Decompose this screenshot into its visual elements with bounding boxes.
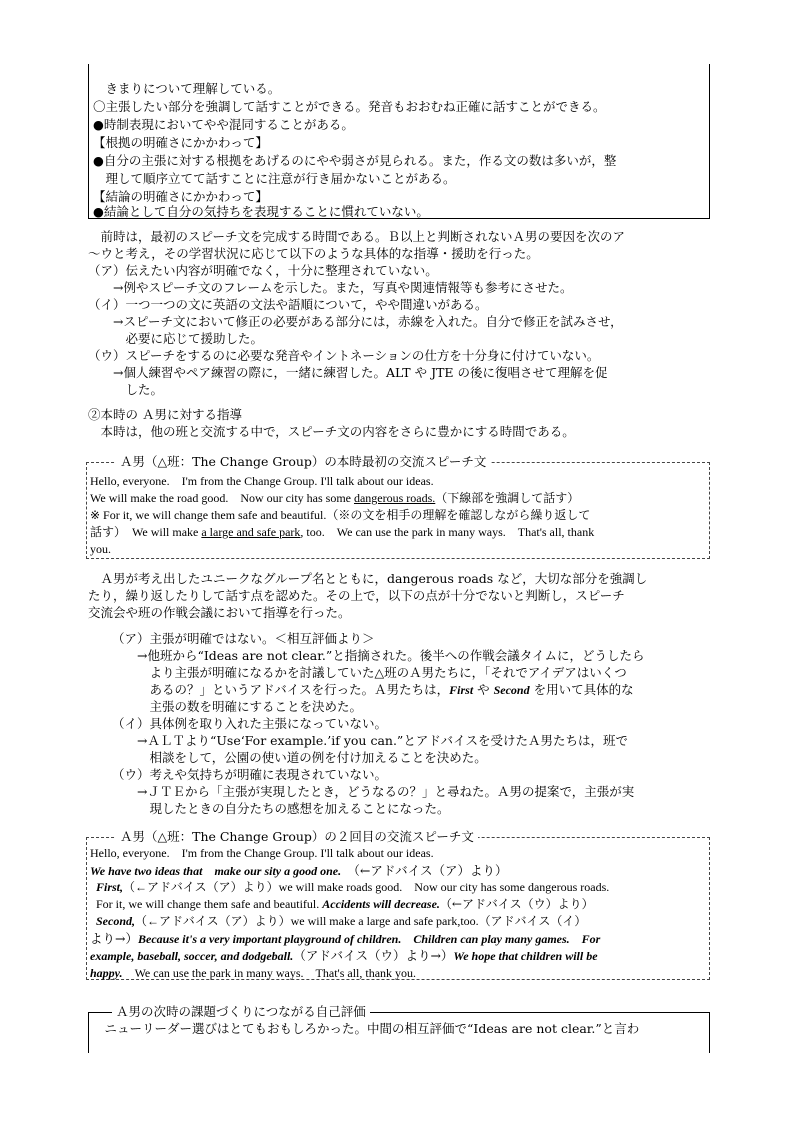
paragraph-line: 前時は，最初のスピーチ文を完成する時間である。Ｂ以上と判断されないＡ男の要因を次のア	[88, 229, 626, 244]
speech-text: 話す） We will make	[90, 525, 202, 539]
advice-note: （アドバイス（ウ）より→）	[293, 948, 454, 963]
paragraph-line: →他班から“Ideas are not clear.”と指摘された。後半への作戦会議タイムに，どうしたら	[112, 648, 645, 663]
speech-line	[90, 947, 598, 965]
point-heading-u: （ウ）考えや気持ちが明確に表現されていない。	[112, 767, 388, 782]
keyword: Second	[493, 683, 530, 697]
eval-line: 理して順序立てて話すことに注意が行き届かないことがある。	[93, 171, 456, 186]
added-sentence: Second,	[96, 914, 135, 928]
speech-box-legend: Ａ男（△班：The Change Group）の本時最初の交流スピーチ文	[116, 453, 490, 470]
paragraph-line: （ア）伝えたい内容が明確でなく，十分に整理されていない。	[88, 263, 438, 278]
paragraph-line: （ウ）スピーチをするのに必要な発音やイントネーションの仕方を十分身に付けていない。	[88, 348, 600, 363]
paragraph-line: 必要に応じて援助した。	[88, 331, 264, 346]
speech-text: （←アドバイス（ア）より）we will make roads good. Now our city has some dangerous roads.	[123, 880, 610, 894]
eval-line: きまりについて理解している。	[93, 81, 281, 96]
speech-line: ※ For it, we will change them safe and beautiful.（※の文を相手の理解を確認しながら繰り返して	[90, 508, 591, 522]
speech-line	[96, 913, 586, 930]
paragraph-line: 主張の数を明確にすることを決めた。	[112, 699, 363, 714]
self-evaluation-line: ニューリーダー選びはとてもおもしろかった。中間の相互評価で“Ideas are not clear.”と言わ	[92, 1021, 640, 1036]
eval-line: ●自分の主張に対する根拠をあげるのにやや弱さが見られる。また，作る文の数は多いが，整	[93, 153, 617, 168]
self-evaluation-legend: Ａ男の次時の課題づくりにつながる自己評価	[112, 1003, 370, 1020]
paragraph-line: →例やスピーチ文のフレームを示した。また，写真や関連情報等も参考にさせた。	[88, 280, 573, 295]
advice-note: （←アドバイス（ウ）より）	[439, 897, 594, 911]
eval-line: 〇主張したい部分を強調して話すことができる。発音もおおむね正確に話すことができる。	[93, 99, 606, 114]
speech-line	[90, 930, 600, 948]
eval-line: 【根拠の明確さにかかわって】	[93, 135, 268, 150]
paragraph-line: →ＪＴＥから「主張が実現したとき，どうなるの？」と尋ねた。Ａ男の提案で，主張が実	[112, 784, 635, 799]
paragraph-line: 交流会や班の作戦会議において指導を行った。	[88, 605, 351, 620]
paragraph-text: を用いて具体的な	[529, 682, 634, 697]
paragraph-line: たり，繰り返したりして話す点を認めた。その上で，以下の点が十分でないと判断し，スピーチ	[88, 588, 625, 603]
paragraph-line: 相談をして，公園の使い道の例を付け加えることを決めた。	[112, 750, 487, 765]
evaluation-box	[88, 64, 710, 219]
paragraph-line: 現したときの自分たちの感想を加えることになった。	[112, 801, 450, 816]
speech-line	[96, 879, 609, 896]
emphasized-text: a large and safe park	[201, 525, 301, 539]
speech-box-legend: Ａ男（△班：The Change Group）の２回目の交流スピーチ文	[116, 828, 478, 845]
speech-text: （←アドバイス（ア）より）we will make a large and safe park,too.（アドバイス（イ）	[135, 914, 587, 928]
speech-note: （下線部を強調して話す）	[435, 491, 580, 505]
added-sentence: We have two ideas that make our sity a good one.	[90, 864, 342, 878]
paragraph-text: や	[473, 682, 494, 697]
paragraph-line: →ＡＬＴより“Use‘For example.’if you can.”とアドバイスを受けたＡ男たちは，班で	[112, 733, 628, 748]
paragraph-line: （イ）一つ一つの文に英語の文法や語順について，やや間違いがある。	[88, 297, 488, 312]
speech-text: , too. We can use the park in many ways. That's all, thank	[300, 525, 595, 539]
added-sentence: Accidents will decrease.	[322, 897, 440, 911]
added-sentence: happy.	[90, 966, 123, 980]
paragraph-line: →スピーチ文において修正の必要がある部分には，赤線を入れた。自分で修正を試みさせ，	[88, 314, 623, 329]
emphasized-text: dangerous roads.	[353, 491, 436, 505]
point-heading-a: （ア）主張が明確ではない。＜相互評価より＞	[112, 631, 375, 646]
paragraph-line: 本時は，他の班と交流する中で，スピーチ文の内容をさらに豊かにする時間である。	[88, 424, 575, 439]
speech-text: We will make the road good. Now our city has some	[90, 491, 354, 505]
speech-line: you.	[90, 542, 111, 556]
point-heading-i: （イ）具体例を取り入れた主張になっていない。	[112, 716, 388, 731]
eval-line: ●時制表現においてやや混同することがある。	[93, 117, 354, 132]
speech-line	[90, 490, 579, 507]
speech-line	[90, 862, 507, 880]
paragraph-line: Ａ男が考え出したユニークなグループ名とともに，dangerous roads など，大切な部分を強調し	[88, 571, 648, 586]
added-sentence: First,	[96, 880, 124, 894]
speech-line: Hello, everyone. I'm from the Change Group. I'll talk about our ideas.	[90, 474, 434, 488]
advice-note: より→）	[90, 931, 138, 946]
speech-line: Hello, everyone. I'm from the Change Group. I'll talk about our ideas.	[90, 846, 434, 860]
paragraph-line: した。	[88, 382, 164, 397]
advice-note: （←アドバイス（ア）より）	[341, 863, 508, 878]
speech-line	[96, 896, 594, 913]
keyword: First	[449, 683, 474, 697]
speech-text: We can use the park in many ways. That's all, thank you.	[122, 966, 417, 980]
speech-line	[90, 524, 594, 541]
paragraph-line: →個人練習やペア練習の際に，一緒に練習した。ALT や JTE の後に復唱させて理解を促	[88, 365, 608, 380]
speech-line	[90, 964, 416, 982]
paragraph-line: ～ウと考え，その学習状況に応じて以下のような具体的な指導・援助を行った。	[88, 246, 539, 261]
added-sentence: We hope that children will be	[453, 949, 598, 963]
paragraph-line	[112, 681, 634, 699]
paragraph-line: より主張が明確になるかを討議していた△班のＡ男たちに，「それでアイデアはいくつ	[112, 665, 627, 680]
eval-line: ●結論として自分の気持ちを表現することに慣れていない。	[93, 204, 429, 219]
paragraph-text: あるの？」というアドバイスを行った。Ａ男たちは，	[112, 682, 450, 697]
added-sentence: Because it's a very important playground of children. Children can play many games. For	[137, 932, 601, 946]
section-heading: ②本時の Ａ男に対する指導	[88, 407, 242, 422]
added-sentence: example, baseball, soccer, and dodgeball.	[90, 949, 294, 963]
speech-text: For it, we will change them safe and beautiful.	[96, 897, 323, 911]
eval-line: 【結論の明確さにかかわって】	[93, 189, 268, 204]
